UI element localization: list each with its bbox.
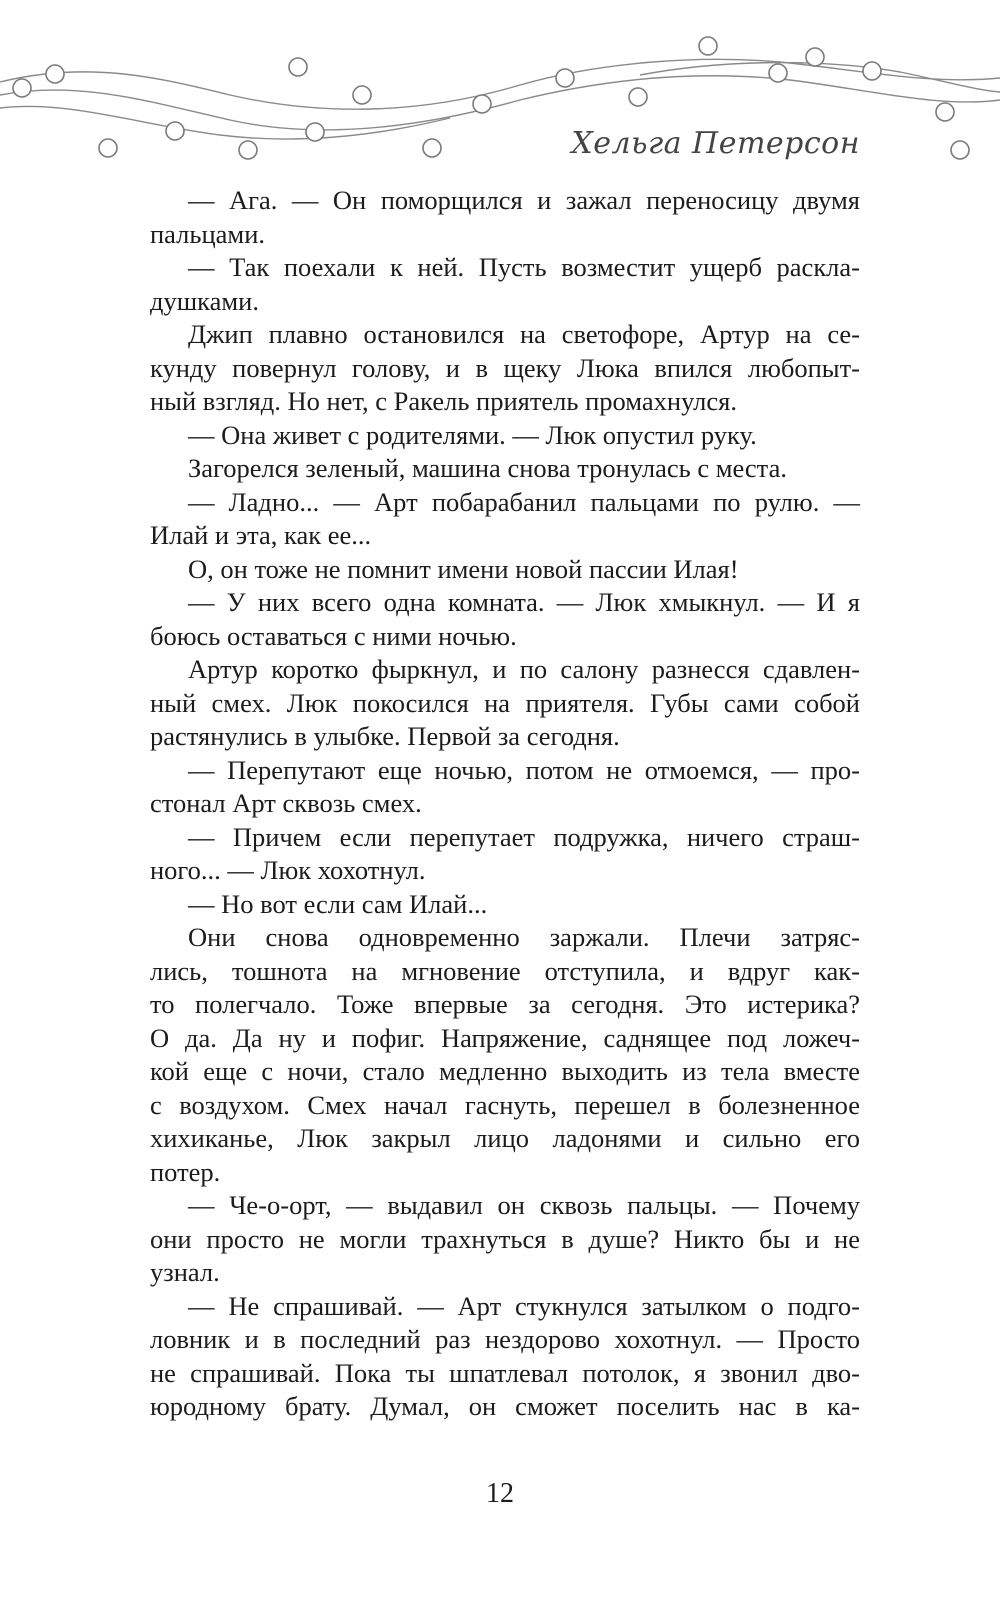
page-number: 12 [486,1478,514,1509]
text-line: Джип плавно остановился на светофоре, Артур на се- [188,319,860,349]
text-line: пальцами. [150,218,266,249]
text-line: ный смех. Люк покосился на приятеля. Губы сами собой [150,687,860,718]
text-line: — Че-о-орт, — выдавил он сквозь пальцы. — Почему [188,1190,860,1220]
text-line: лись, тошнота на мгновение отступила, и вдруг как- [150,955,860,986]
text-line: О, он тоже не помнит имени новой пассии Илая! [188,553,739,584]
body-text [150,184,860,1424]
bulb-icon [239,141,257,159]
bulb-icon [863,62,881,80]
bulb-icon [936,103,954,121]
text-line: — Ага. — Он поморщился и зажал переносицу двумя [188,185,860,215]
text-line: ловник и в последний раз нездорово хохотнул. — Просто [150,1324,860,1354]
bulb-icon [699,37,717,55]
text-line: Загорелся зеленый, машина снова тронулась с места. [188,453,787,483]
text-line: с воздухом. Смех начал гаснуть, перешел в болезненное [150,1089,860,1120]
bulb-icon [289,58,307,76]
text-line: О да. Да ну и пофиг. Напряжение, саднящее под ложеч- [150,1022,860,1053]
text-line: потер. [150,1156,221,1187]
bulb-icon [806,48,824,66]
bulb-icon [306,123,324,141]
text-line: ный взгляд. Но нет, с Ракель приятель промахнулся. [150,386,737,416]
text-line: Артур коротко фыркнул, и по салону разнесся сдавлен- [188,654,860,684]
text-line: стонал Арт сквозь смех. [150,788,422,818]
text-line: — Перепутают еще ночью, потом не отмоемся, — про- [188,754,860,785]
text-line: не спрашивай. Пока ты шпатлевал потолок, я звонил дво- [150,1357,860,1388]
text-line: — Причем если перепутает подружка, ничего страш- [188,821,860,852]
text-line: растянулись в улыбке. Первой за сегодня. [150,721,620,751]
text-line: кунду повернул голову, и в щеку Люка впился любопыт- [150,352,860,383]
bulb-icon [423,139,441,157]
bulb-icon [99,139,117,157]
text-line: Илай и эта, как ее... [150,520,372,550]
bulb-icon [556,69,574,87]
text-line: узнал. [150,1257,220,1287]
text-line: — Но вот если сам Илай... [188,888,488,919]
text-line: кой еще с ночи, стало медленно выходить из тела вместе [150,1056,860,1086]
bulb-icon [473,95,491,113]
text-line: то полегчало. Тоже впервые за сегодня. Это истерика? [150,989,860,1019]
text-line: — Ладно... — Арт побарабанил пальцами по рулю. — [188,486,860,517]
bulb-icon [46,65,64,83]
text-line: Они снова одновременно заржали. Плечи затряс- [188,922,860,952]
bulb-icon [353,86,371,104]
text-line: душками. [150,285,259,316]
text-line: они просто не могли трахнуться в душе? Никто бы и не [150,1223,860,1254]
bulb-icon [13,79,31,97]
bulb-icon [166,122,184,140]
text-line: боюсь оставаться с ними ночью. [150,620,517,651]
text-line: ного... — Люк хохотнул. [150,855,426,885]
bulb-icon [629,88,647,106]
running-header-author: Хельга Петерсон [571,126,860,161]
text-line: — Не спрашивай. — Арт стукнулся затылком о подго- [188,1290,860,1321]
text-line: хихиканье, Люк закрыл лицо ладонями и сильно его [150,1123,860,1153]
text-line: — У них всего одна комната. — Люк хмыкнул. — И я [188,587,860,617]
text-line: — Она живет с родителями. — Люк опустил руку. [188,419,757,450]
text-line: юродному брату. Думал, он сможет поселить нас в ка- [150,1391,860,1421]
bulb-icon [951,141,969,159]
text-line: — Так поехали к ней. Пусть возместит ущерб раскла- [188,252,860,282]
bulb-icon [769,64,787,82]
